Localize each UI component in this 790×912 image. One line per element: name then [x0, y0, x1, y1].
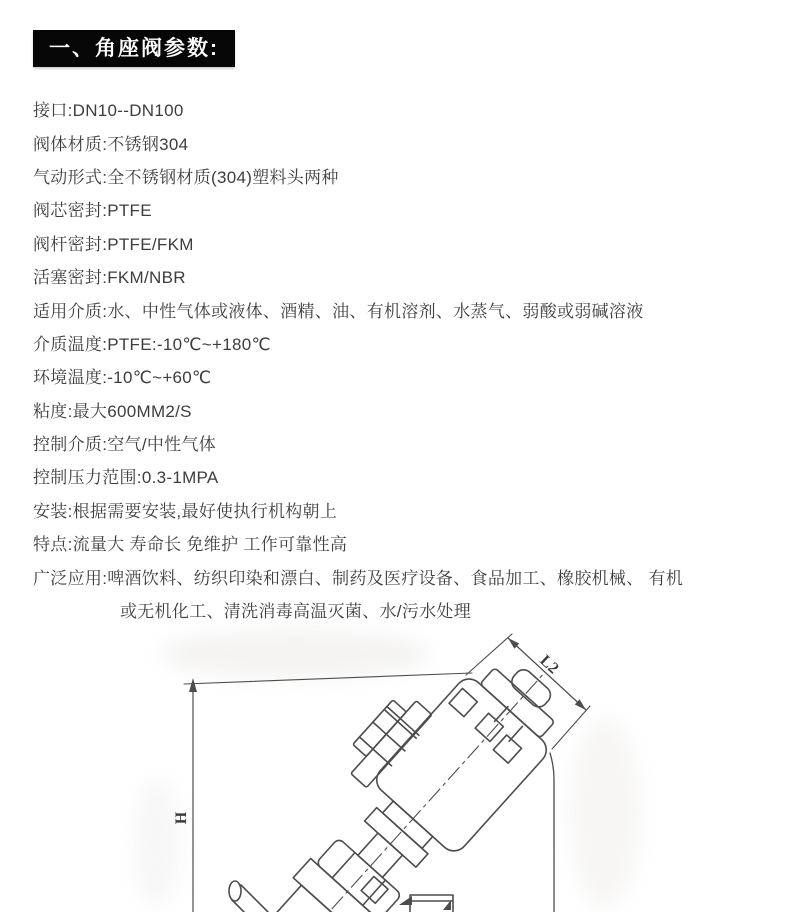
spec-line-control-pressure: 控制压力范围:0.3-1MPA: [33, 468, 219, 488]
spec-line-features: 特点:流量大 寿命长 免维护 工作可靠性高: [33, 535, 348, 555]
spec-line-control-media: 控制介质:空气/中性气体: [33, 435, 217, 455]
spec-line-media: 适用介质:水、中性气体或液体、酒精、油、有机溶剂、水蒸气、弱酸或弱碱溶液: [33, 301, 644, 321]
spec-line-applications: 广泛应用:啤酒饮料、纺织印染和漂白、制药及医疗设备、食品加工、橡胶机械、 有机: [33, 568, 684, 588]
actuator-fins: [337, 689, 435, 791]
dimension-h: [189, 678, 197, 912]
spec-line-viscosity: 粘度:最大600MM2/S: [33, 401, 192, 421]
spec-line-plug-seal: 阀芯密封:PTFE: [33, 201, 152, 221]
bottom-callout-partial: [399, 895, 453, 912]
valve-outline: [236, 628, 586, 912]
extension-line-top: [184, 673, 472, 684]
spec-line-stem-seal: 阀杆密封:PTFE/FKM: [33, 234, 194, 254]
arrowhead-up: [189, 678, 197, 692]
valve-drawing-svg: [140, 628, 660, 912]
spec-line-piston-seal: 活塞密封:FKM/NBR: [33, 268, 186, 288]
center-axis-line: [313, 673, 545, 912]
valve-technical-drawing: [140, 628, 660, 912]
body-port-square: [361, 876, 388, 903]
section-title: 一、角座阀参数:: [49, 37, 219, 60]
extension-line-right: [550, 753, 554, 912]
spec-line-media-temp: 介质温度:PTFE:-10℃~+180℃: [33, 334, 271, 354]
stem-assembly: [269, 786, 450, 912]
extension-line-l2-lower: [552, 706, 590, 749]
actuator-cylinder: [371, 673, 552, 856]
pipe-end-partial: [229, 881, 268, 912]
air-port-squares: [446, 676, 537, 763]
spec-line-ambient-temp: 环境温度:-10℃~+60℃: [33, 368, 212, 388]
spec-line-port: 接口:DN10--DN100: [33, 101, 184, 121]
spec-line-installation: 安装:根据需要安装,最好使执行机构朝上: [33, 501, 338, 521]
spec-line-applications-wrap: 或无机化工、清洗消毒高温灭菌、水/污水处理: [120, 602, 472, 622]
spec-list: [33, 92, 778, 626]
extension-line-l2-upper: [466, 634, 512, 675]
spec-line-pneumatic-type: 气动形式:全不锈钢材质(304)塑料头两种: [33, 167, 339, 187]
dimension-label-l2: L2: [536, 652, 562, 678]
section-header-badge: [33, 30, 235, 67]
dimension-label-h: H: [173, 811, 190, 825]
spec-line-body-material: 阀体材质:不锈钢304: [33, 134, 189, 154]
